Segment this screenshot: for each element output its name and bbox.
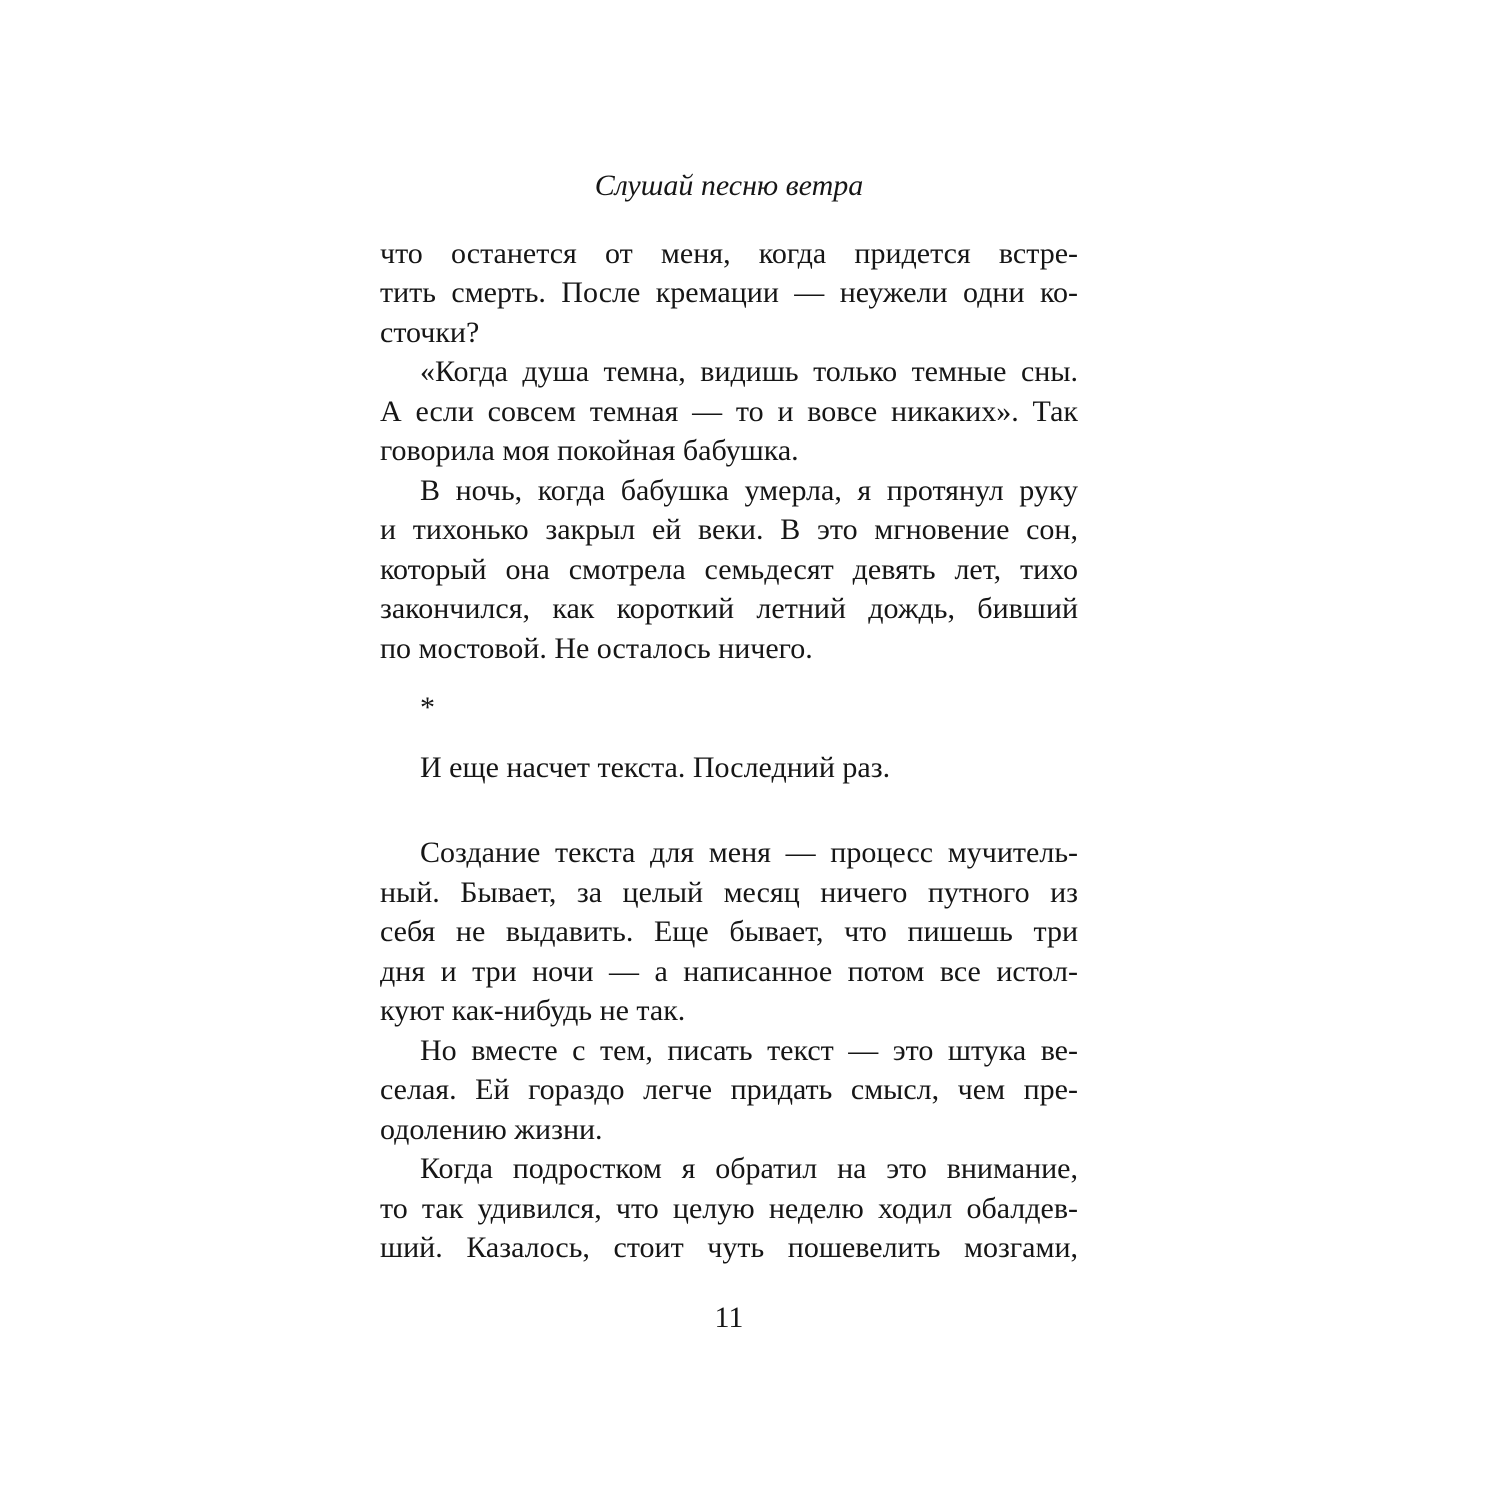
text-line: И еще насчет текста. Последний раз. (420, 750, 891, 784)
paragraph-7 (380, 1149, 1078, 1268)
text-line: закончился, как короткий летний дождь, бивший (380, 592, 1078, 625)
text-line: сточки? (380, 315, 480, 349)
running-header: Слушай песню ветра (594, 169, 864, 202)
text-line: Но вместе с тем, писать текст — это штука ве- (420, 1033, 1078, 1067)
text-line: и тихонько закрыл ей веки. В это мгновение сон, (380, 513, 1078, 546)
text-line: говорила моя покойная бабушка. (380, 434, 799, 467)
text-line: который она смотрела семьдесят девять лет, тихо (380, 552, 1078, 586)
text-line: тить смерть. После кремации — неужели одни ко- (380, 276, 1078, 309)
text-line: что останется от меня, когда придется встре- (380, 236, 1078, 270)
text-line: А если совсем темная — то и вовсе никаких». Так (380, 394, 1078, 428)
text-line: себя не выдавить. Еще бывает, что пишешь три (380, 915, 1078, 948)
text-line: Создание текста для меня — процесс мучитель- (420, 836, 1078, 869)
text-line: куют как-нибудь не так. (380, 994, 686, 1027)
paragraph-4 (380, 748, 1078, 788)
text-line: одолению жизни. (380, 1112, 603, 1146)
section-separator-asterisk: * (420, 691, 435, 724)
text-line: В ночь, когда бабушка умерла, я протянул руку (420, 473, 1078, 507)
paragraph-1 (380, 234, 1078, 353)
text-line: ший. Казалось, стоит чуть пошевелить мозгами, (380, 1231, 1078, 1264)
text-line: то так удивился, что целую неделю ходил обалдев- (380, 1191, 1078, 1225)
text-line: селая. Ей гораздо легче придать смысл, чем пре- (380, 1073, 1078, 1106)
paragraph-6 (380, 1031, 1078, 1150)
text-line: ный. Бывает, за целый месяц ничего путного из (380, 875, 1078, 909)
text-line: по мостовой. Не осталось ничего. (380, 631, 813, 665)
body-text (380, 234, 1078, 1268)
text-line: Когда подростком я обратил на это внимание, (420, 1152, 1078, 1185)
paragraph-5 (380, 833, 1078, 1031)
text-line: «Когда душа темна, видишь только темные сны. (420, 355, 1078, 388)
paragraph-2 (380, 352, 1078, 471)
paragraph-3 (380, 471, 1078, 669)
section-separator (380, 688, 1078, 728)
text-column (380, 0, 1078, 1268)
text-line: дня и три ночи — а написанное потом все истол- (380, 954, 1078, 988)
page-number: 11 (714, 1301, 744, 1334)
